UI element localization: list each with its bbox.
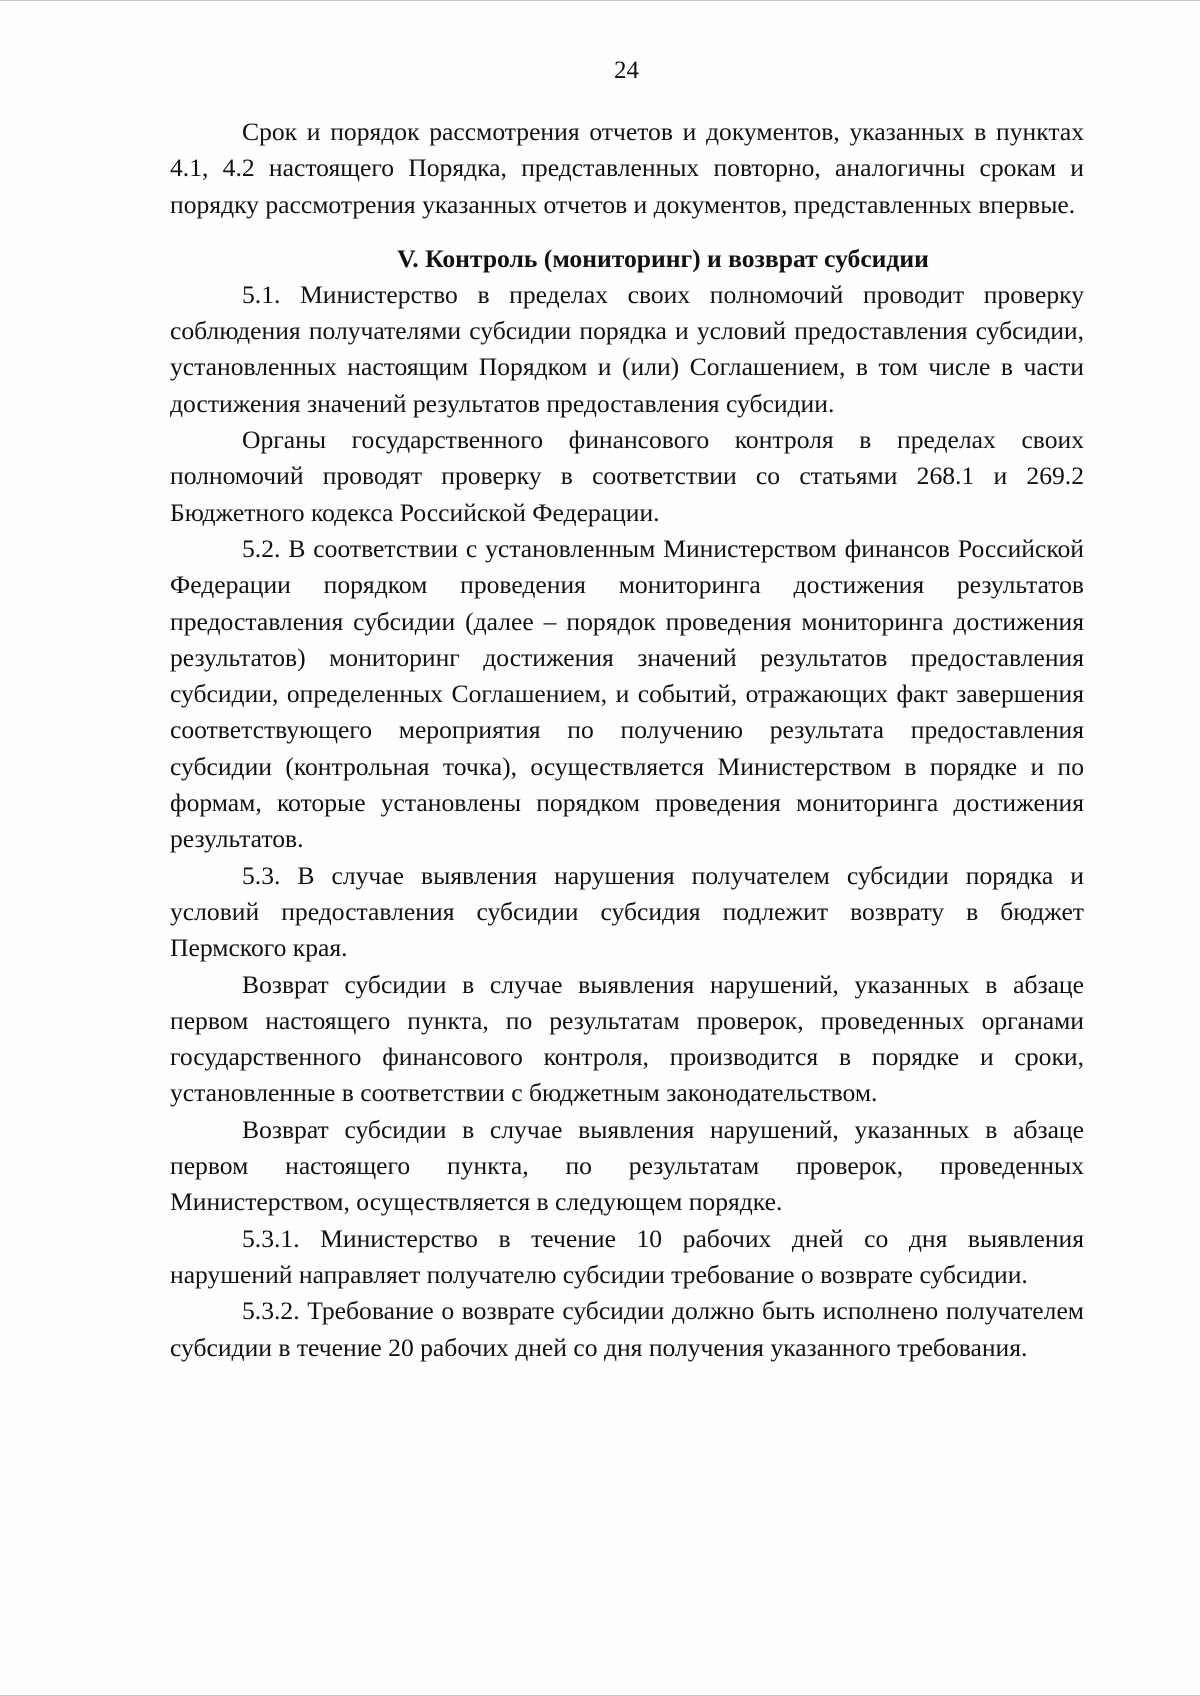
paragraph-5-3-1: 5.3.1. Министерство в течение 10 рабочих дней со дня выявления нарушений направляет получателю субсидии требование о возврате субсидии. bbox=[170, 1223, 1084, 1289]
paragraph-5-3: 5.3. В случае выявления нарушения получателем субсидии порядка и условий предоставления субсидии субсидия подлежит возврату в бюджет Пермского края. bbox=[170, 860, 1084, 963]
document-body bbox=[170, 114, 1084, 1366]
section-heading: V. Контроль (мониторинг) и возврат субсидии bbox=[397, 243, 929, 273]
paragraph-5-2: 5.2. В соответствии с установленным Министерством финансов Российской Федерации порядком проведения мониторинга достижения результатов предоставления субсидии (далее – порядок проведения мониторинга достижения результатов) мониторинг достижения значений результатов предоставления субсидии, определенных Соглашением, и событий, отражающих факт завершения соответствующего мероприятия по получению результата предоставления субсидии (контрольная точка), осуществляется Министерством в порядке и по формам, которые установлены порядком проведения мониторинга достижения результатов. bbox=[170, 533, 1084, 854]
paragraph-5-1-financial-control: Органы государственного финансового контроля в пределах своих полномочий проводят проверку в соответствии со статьями 268.1 и 269.2 Бюджетного кодекса Российской Федерации. bbox=[170, 425, 1084, 527]
paragraph-review-terms: Срок и порядок рассмотрения отчетов и документов, указанных в пунктах 4.1, 4.2 настоящего Порядка, представленных повторно, аналогичны срокам и порядку рассмотрения указанных отчетов и документов, представленных впервые. bbox=[170, 117, 1084, 219]
scan-edge-top bbox=[0, 0, 1200, 1]
paragraph-5-1: 5.1. Министерство в пределах своих полномочий проводит проверку соблюдения получателями субсидии порядка и условий предоставления субсидии, установленных настоящим Порядком и (или) Соглашением, в том числе в части достижения значений результатов предоставления субсидии. bbox=[170, 279, 1084, 418]
page-number: 24 bbox=[614, 57, 639, 84]
paragraph-5-3-2: 5.3.2. Требование о возврате субсидии должно быть исполнено получателем субсидии в течение 20 рабочих дней со дня получения указанного требования. bbox=[170, 1296, 1084, 1362]
paragraph-5-3-return-ministry: Возврат субсидии в случае выявления нарушений, указанных в абзаце первом настоящего пункта, по результатам проверок, проведенных Министерством, осуществляется в следующем порядке. bbox=[170, 1114, 1084, 1217]
paragraph-5-3-return-control-bodies: Возврат субсидии в случае выявления нарушений, указанных в абзаце первом настоящего пункта, по результатам проверок, проведенных органами государственного финансового контроля, производится в порядке и сроки, установленные в соответствии с бюджетным законодательством. bbox=[170, 969, 1084, 1108]
